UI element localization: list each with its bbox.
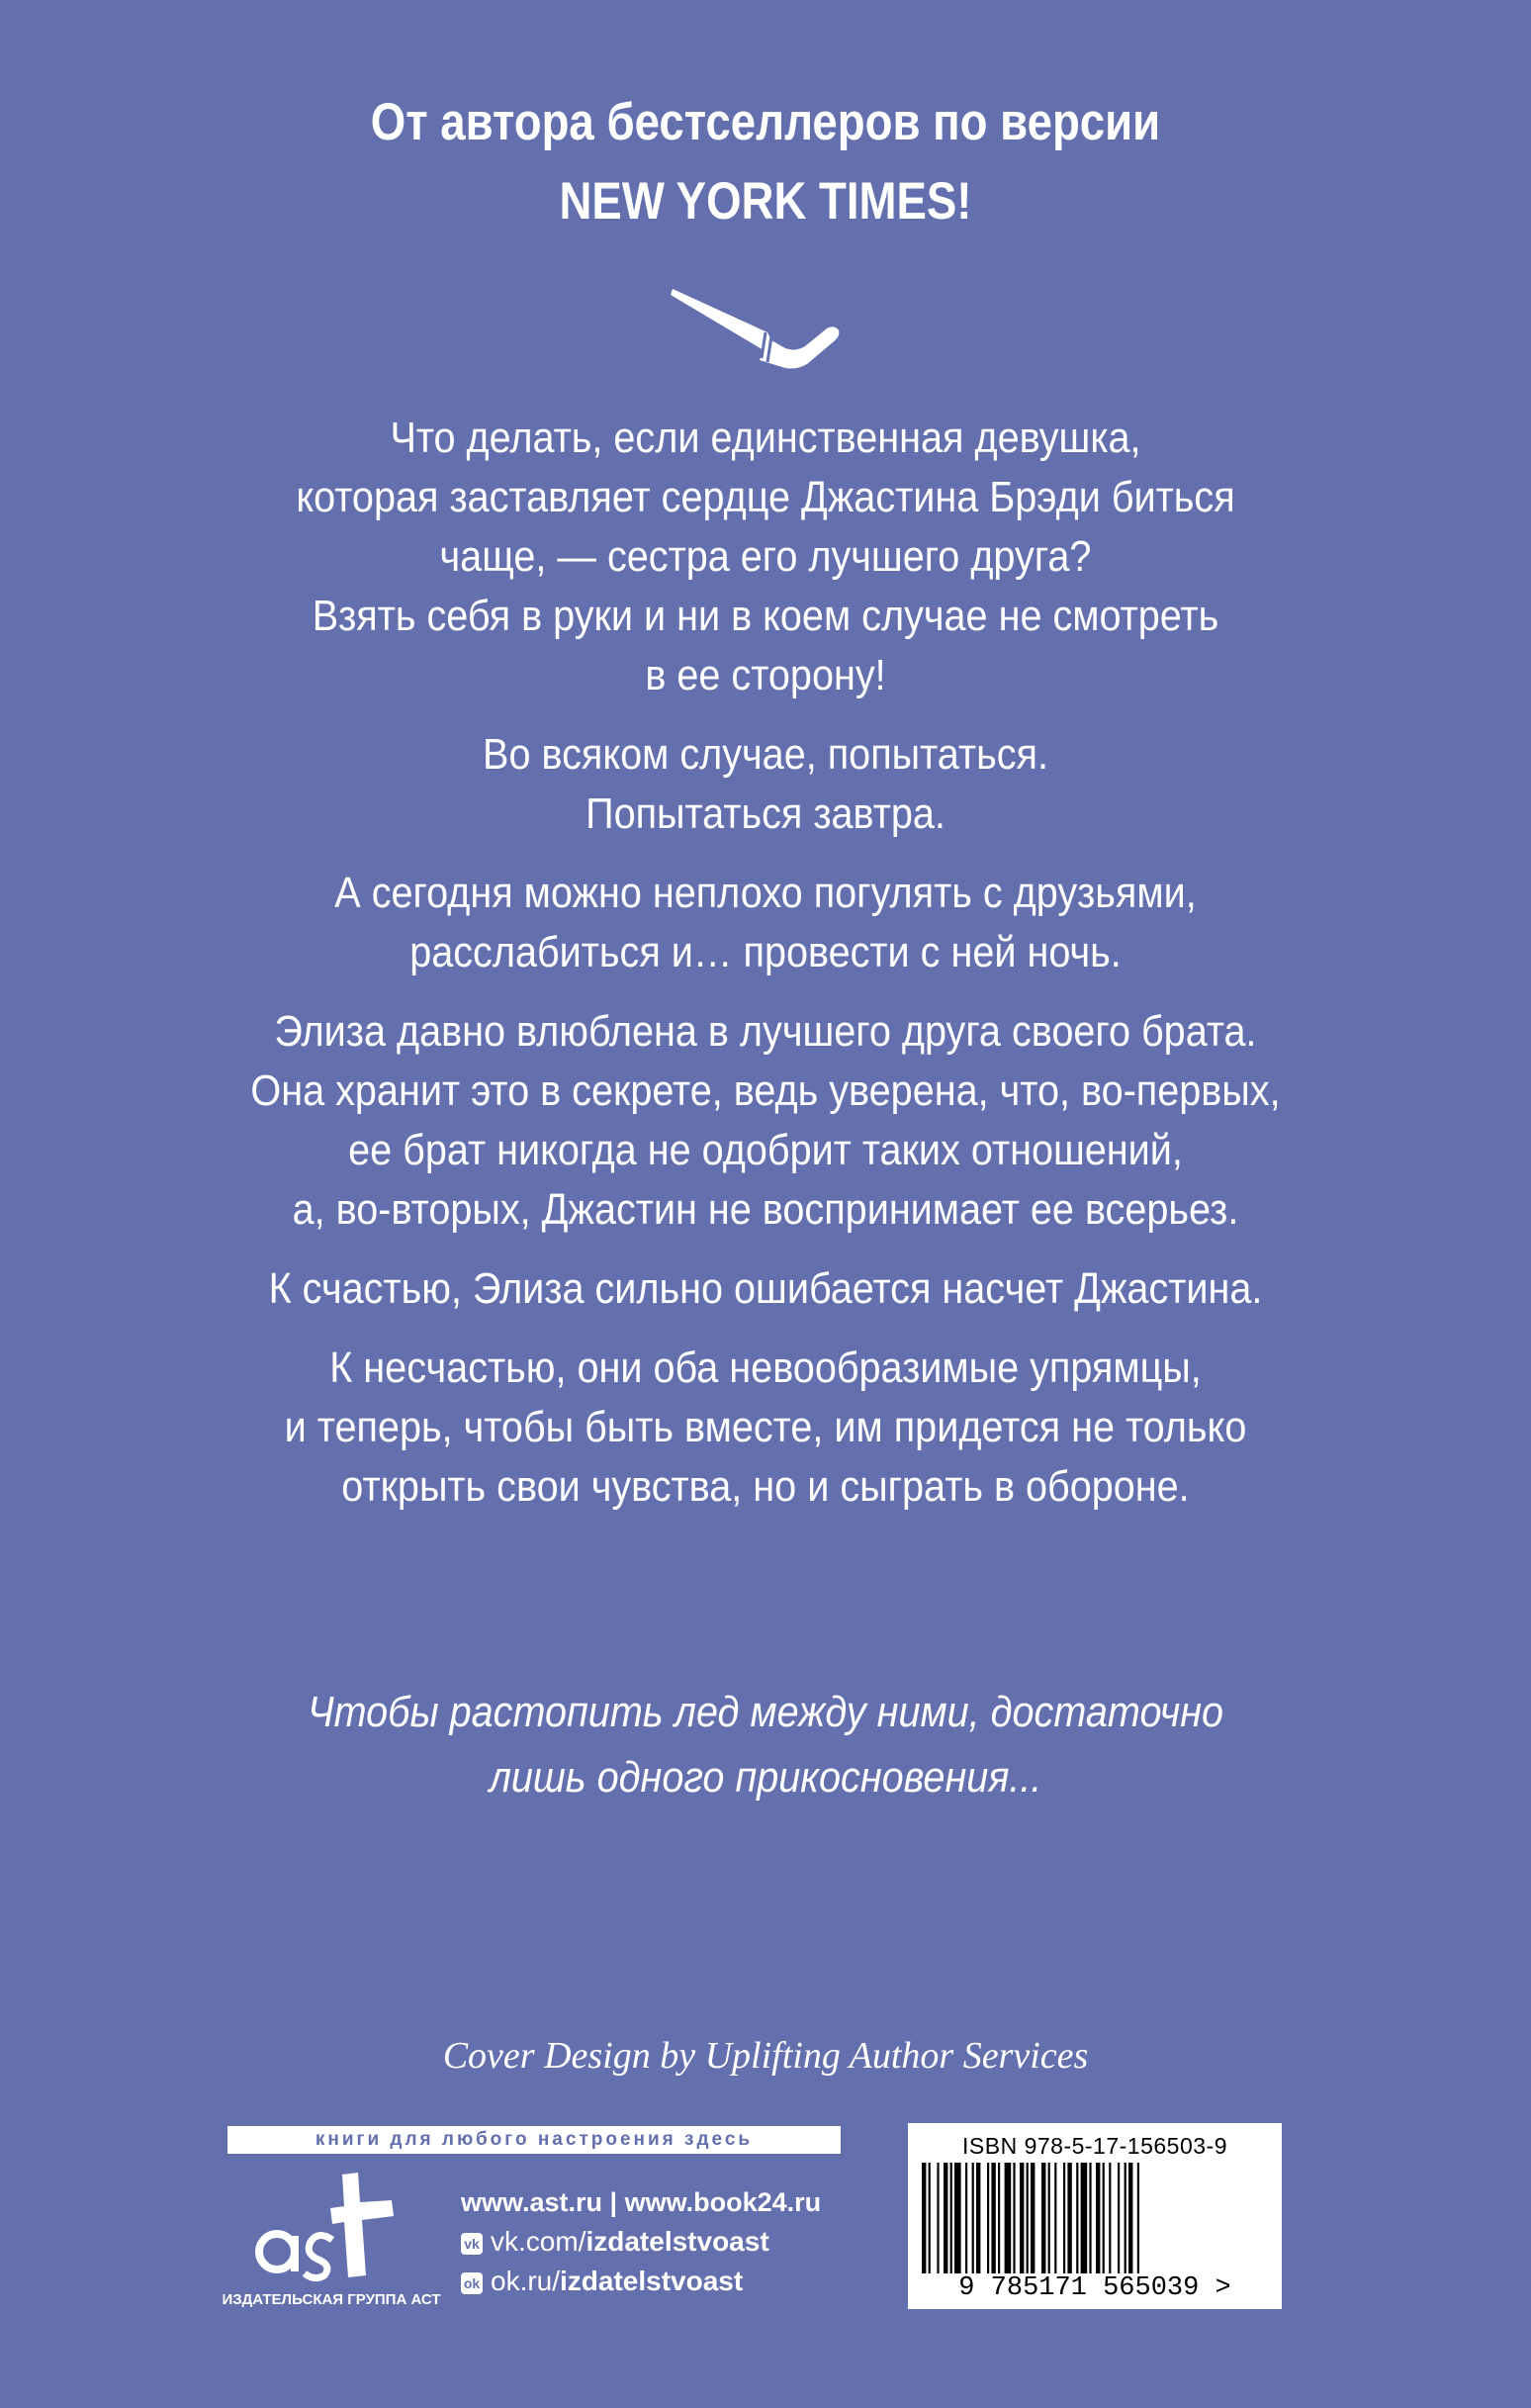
blurb (76, 409, 1454, 1536)
ok-prefix: ok.ru/ (491, 2266, 561, 2296)
vk-icon: vk (461, 2233, 483, 2255)
publisher-websites[interactable]: www.ast.ru | www.book24.ru (461, 2187, 822, 2217)
blurb-line: которая заставляет сердце Джастина Брэди биться (296, 473, 1235, 521)
vk-handle: izdatelstvoast (585, 2226, 769, 2257)
blurb-line: К несчастью, они оба невообразимые упрямцы, (329, 1343, 1202, 1392)
barcode-icon (918, 2163, 1234, 2273)
cover-design-credit: Cover Design by Uplifting Author Services (442, 2035, 1089, 2077)
logo-caption: ИЗДАТЕЛЬСКАЯ ГРУППА АСТ (222, 2291, 441, 2308)
blurb-line: Попытаться завтра. (585, 789, 946, 838)
headline-line-1: От автора бестселлеров по версии (370, 93, 1161, 151)
blurb-line: Элиза давно влюблена в лучшего друга своего брата. (274, 1007, 1257, 1056)
blurb-paragraph-1 (76, 409, 1454, 705)
tagline-line: Чтобы растопить лед между ними, достаточно (307, 1688, 1224, 1736)
tagline-line: лишь одного прикосновения... (489, 1753, 1042, 1802)
blurb-paragraph-6 (76, 1339, 1454, 1517)
blurb-line: а, во-вторых, Джастин не воспринимает ее всерьез. (292, 1185, 1239, 1234)
ok-handle: izdatelstvoast (560, 2266, 744, 2296)
isbn-digits: 9 785171 565039 > (958, 2273, 1231, 2303)
blurb-line: Что делать, если единственная девушка, (390, 414, 1141, 462)
isbn-barcode-box (908, 2123, 1282, 2309)
blurb-line: чаще, — сестра его лучшего друга? (439, 532, 1092, 581)
ok-link[interactable] (461, 2262, 743, 2301)
blurb-paragraph-4 (76, 1002, 1454, 1240)
blurb-line: и теперь, чтобы быть вместе, им придется не только (284, 1403, 1247, 1451)
blurb-line: К счастью, Элиза сильно ошибается насчет Джастина. (268, 1264, 1263, 1313)
vk-prefix: vk.com/ (491, 2226, 586, 2257)
blurb-line: Она хранит это в секрете, ведь уверена, что, во-первых, (250, 1066, 1281, 1115)
publisher-slogan: книги для любого настроения здесь (227, 2126, 841, 2154)
blurb-line: расслабиться и… провести с ней ночь. (409, 928, 1122, 976)
hockey-stick-icon (669, 281, 847, 370)
ok-icon: ok (461, 2272, 483, 2294)
blurb-paragraph-3 (76, 864, 1454, 982)
blurb-line: Во всяком случае, попытаться. (483, 730, 1048, 779)
headline (107, 83, 1423, 241)
blurb-line: Взять себя в руки и ни в коем случае не смотреть (312, 592, 1219, 640)
blurb-line: открыть свои чувства, но и сыграть в обороне. (341, 1462, 1190, 1511)
tagline (76, 1680, 1454, 1810)
blurb-paragraph-5 (76, 1259, 1454, 1319)
vk-link[interactable] (461, 2222, 769, 2262)
blurb-line: ее брат никогда не одобрит таких отношений, (348, 1126, 1183, 1174)
blurb-line: А сегодня можно неплохо погулять с друзьями, (334, 869, 1197, 917)
isbn-label: ISBN 978-5-17-156503-9 (962, 2133, 1227, 2159)
headline-line-2: NEW YORK TIMES! (559, 172, 972, 231)
ast-logo-icon (247, 2167, 405, 2285)
blurb-paragraph-2 (76, 725, 1454, 844)
blurb-line: в ее сторону! (645, 651, 886, 699)
